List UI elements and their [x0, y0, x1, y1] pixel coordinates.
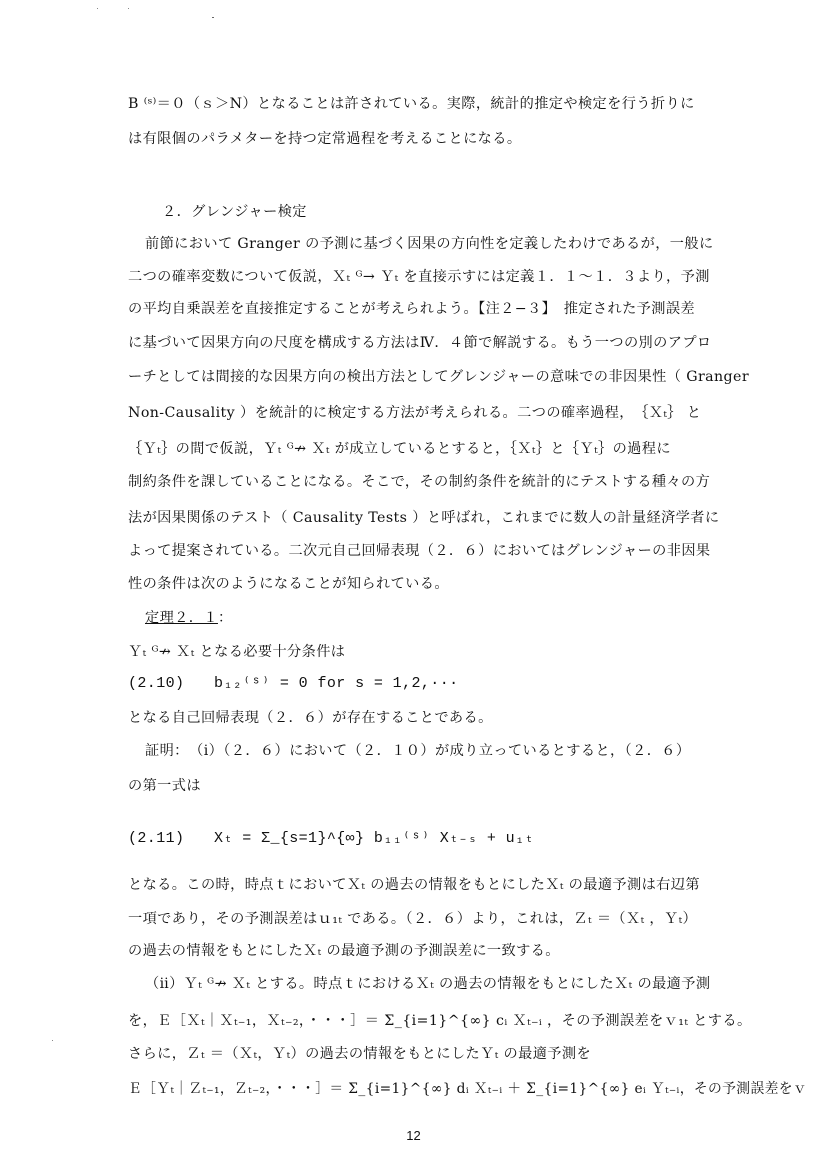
scan-speck [52, 1040, 53, 1041]
paragraph-line: 一項であり，その予測誤差はｕ₁ₜ である。（２．６）より，これは，Ｚₜ ＝（Ｘₜ ，Ｙₜ） [128, 911, 698, 927]
equation-2-10: b₁₂⁽ˢ⁾ = 0 for s = 1,2,··· [214, 675, 459, 692]
paragraph-line: の過去の情報をもとにしたＸₜ の最適予測の予測誤差に一致する。 [128, 943, 560, 959]
equation-2-10-number: (2.10) [128, 675, 185, 692]
theorem-label: 定理２．１ [145, 610, 218, 626]
paragraph-line: 制約条件を課していることになる。そこで，その制約条件を統計的にテストする種々の方 [128, 474, 711, 490]
equation-2-11: Xₜ = Σ_{s=1}^{∞} b₁₁⁽ˢ⁾ Xₜ₋ₛ + u₁ₜ [214, 830, 534, 847]
paragraph-line: 二つの確率変数について仮説，Ｘₜ ᴳ→ Ｙₜ を直接示すには定義１．１〜１．３より，予測 [128, 269, 710, 285]
paragraph-line: 証明： （ⅰ）（２．６）において（２．１０）が成り立っているとすると，（２．６） [145, 743, 691, 759]
paragraph-line: Non-Causality ）を統計的に検定する方法が考えられる。二つの確率過程， ｛Ｘₜ｝ と [128, 405, 702, 421]
scan-speck [128, 8, 129, 9]
paragraph-line: を，Ｅ［Ｘₜ｜Ｘₜ₋₁，Ｘₜ₋₂，・・・］＝ Σ_{i=1}^{∞} cᵢ Ｘₜ₋ᵢ ，その予測誤差をｖ₁ₜ とする。 [128, 1013, 752, 1029]
paragraph-line: 前節において Granger の予測に基づく因果の方向性を定義したわけであるが，一般に [145, 236, 714, 252]
equation-2-11-number: (2.11) [128, 830, 185, 847]
section-heading: ２．グレンジャー検定 [162, 204, 307, 220]
page-number: 12 [406, 1128, 421, 1143]
paragraph-line: 法が因果関係のテスト（ Causality Tests ）と呼ばれ，これまでに数人の計量経済学者に [128, 510, 720, 526]
paragraph-line: となる自己回帰表現（２．６）が存在することである。 [128, 710, 493, 726]
paragraph-line: ｛Ｙₜ｝の間で仮説，Ｙₜ ᴳ↛ Ｘₜ が成立しているとすると，｛Ｘₜ｝と｛Ｙₜ｝の過程に [128, 441, 671, 457]
paragraph-line: ーチとしては間接的な因果方向の検出方法としてグレンジャーの意味での非因果性（ Granger [128, 369, 750, 385]
theorem-colon: ： [217, 610, 233, 626]
paragraph-line: さらに，Ｚₜ ＝（Ｘₜ，Ｙₜ）の過去の情報をもとにしたＹₜ の最適予測を [128, 1046, 592, 1062]
paragraph-line: となる。この時，時点ｔにおいてＸₜ の過去の情報をもとにしたＸₜ の最適予測は右辺第 [128, 877, 700, 893]
theorem-title [145, 609, 233, 627]
scan-speck [212, 17, 214, 18]
scan-speck [97, 8, 98, 9]
paragraph-line: の第一式は [128, 778, 201, 794]
paragraph-line: に基づいて因果方向の尺度を構成する方法はⅣ．４節で解説する。もう一つの別のアプロ [128, 335, 712, 351]
paragraph-line: B ⁽ˢ⁾＝０（ｓ＞N）となることは許されている。実際，統計的推定や検定を行う折りに [128, 96, 695, 112]
paragraph-line: よって提案されている。二次元自己回帰表現（２．６）においてはグレンジャーの非因果 [128, 543, 711, 559]
paragraph-line: Ｙₜ ᴳ↛ Ｘₜ となる必要十分条件は [128, 644, 346, 660]
paragraph-line: Ｅ［Ｙₜ｜Ｚₜ₋₁，Ｚₜ₋₂，・・・］＝ Σ_{i=1}^{∞} dᵢ Ｘₜ₋ᵢ ＋ Σ_{i=1}^{∞} eᵢ Ｙₜ₋ᵢ，その予測誤差をｖ [128, 1081, 808, 1097]
paragraph-line: の平均自乗誤差を直接推定することが考えられよう。【注２−３】 推定された予測誤差 [128, 301, 696, 317]
paragraph-line: 性の条件は次のようになることが知られている。 [128, 576, 449, 592]
paragraph-line: は有限個のパラメターを持つ定常過程を考えることになる。 [128, 131, 522, 147]
paragraph-line: （ⅱ）Ｙₜ ᴳ↛ Ｘₜ とする。時点ｔにおけるＸₜ の過去の情報をもとにしたＸₜ の最適予測 [145, 976, 711, 992]
